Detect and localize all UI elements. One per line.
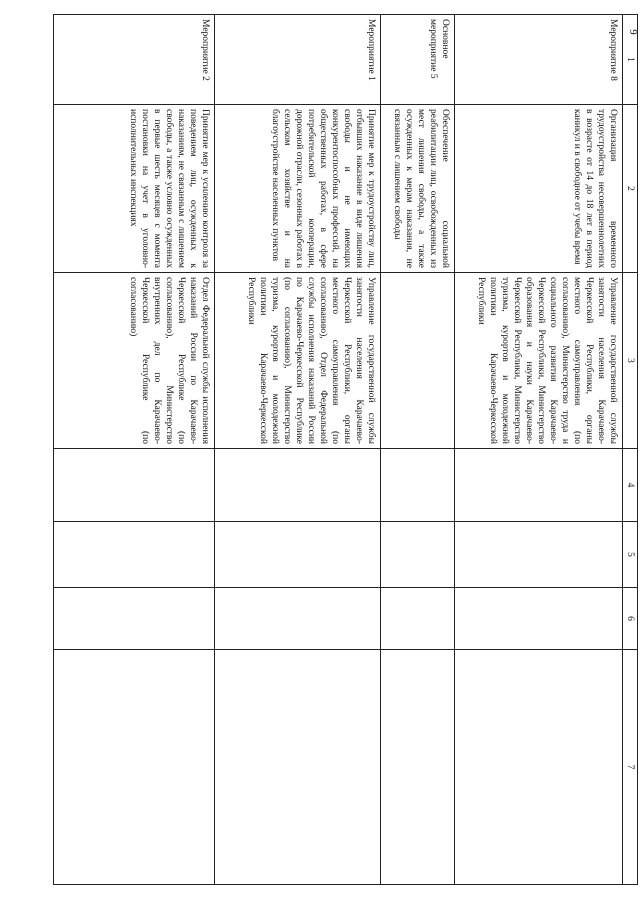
responsible-executors-cell: Управление государственной службы занятости населения Карачаево-Черкесской Республики, органы местного самоуправления (по согласованию), Отдел Федеральной службы исполнения наказаний России по Карачаево-Черкесской Республике (по согласованию), Министерство туризма, курортов и молодежной политики Карачаево-Черкесской Республики xyxy=(215,273,381,449)
measure-description-cell: Обеспечение социальной реабилитации лиц, освобожденных из мест лишения свободы, а также осужденных к мерам наказания, не связанным с лишением свободы xyxy=(381,105,455,273)
measure-description-cell: Организация временного трудоустройства несовершеннолетних в возрасте от 14 до 18 лет в период каникул и в свободное от учебы время xyxy=(455,105,623,273)
col-6-cell xyxy=(54,588,215,650)
table-row xyxy=(215,15,381,885)
table-row xyxy=(455,15,623,885)
col-7-cell xyxy=(381,650,455,885)
responsible-executors-cell: Управление государственной службы занятости населения Карачаево-Черкесской Республики, органы местного самоуправления (по согласованию), Министерство труда и социального развития Карачаево-Черкесской Республики, Министерство образования и науки Карачаево-Черкесской Республики, Министерство туризма, курортов и молодежной политики Карачаево-Черкесской Республики xyxy=(455,273,623,449)
col-5-cell xyxy=(381,522,455,588)
col-7-cell xyxy=(54,650,215,885)
header-col-7: 7 xyxy=(623,650,638,885)
col-4-cell xyxy=(54,449,215,522)
header-row xyxy=(623,15,638,885)
page-number: 9 xyxy=(627,29,639,35)
header-col-1: 1 xyxy=(623,15,638,105)
col-6-cell xyxy=(215,588,381,650)
measures-table xyxy=(53,14,638,885)
header-col-4: 4 xyxy=(623,449,638,522)
responsible-executors-cell: Отдел Федеральной службы исполнения наказаний России по Карачаево-Черкесской Республике (по согласованию), Министерство внутренних дел по Карачаево-Черкесской Республике (по согласованию) xyxy=(54,273,215,449)
measure-name-cell: Мероприятие 1 xyxy=(215,15,381,105)
col-5-cell xyxy=(54,522,215,588)
header-col-3: 3 xyxy=(623,273,638,449)
table-row xyxy=(54,15,215,885)
col-6-cell xyxy=(455,588,623,650)
header-col-6: 6 xyxy=(623,588,638,650)
measure-description-cell: Принятие мер к усилению контроля за поведением лиц, осужденных к наказаниям, не связанным с лишением свободы, а также условно осужденных в первые шесть месяцев с момента постановки на учет в уголовно-исполнительных инспекциях xyxy=(54,105,215,273)
col-4-cell xyxy=(381,449,455,522)
col-4-cell xyxy=(215,449,381,522)
col-4-cell xyxy=(455,449,623,522)
col-7-cell xyxy=(455,650,623,885)
measure-name-cell: Мероприятие 8 xyxy=(455,15,623,105)
header-col-5: 5 xyxy=(623,522,638,588)
col-6-cell xyxy=(381,588,455,650)
col-5-cell xyxy=(215,522,381,588)
header-col-2: 2 xyxy=(623,105,638,273)
col-5-cell xyxy=(455,522,623,588)
measure-name-cell: Мероприятие 2 xyxy=(54,15,215,105)
responsible-executors-cell xyxy=(381,273,455,449)
measure-name-cell: Основное мероприятие 5 xyxy=(381,15,455,105)
rotated-table-wrapper xyxy=(53,14,638,884)
measure-description-cell: Принятие мер к трудоустройству лиц, отбывших наказание в виде лишения свободы и не имеющих конкурентоспособных профессий, на общественных работах, в сфере потребительской кооперации, дорожной отрасли, сезонных работах в сельском хозяйстве и на благоустройстве населенных пунктов xyxy=(215,105,381,273)
table-row xyxy=(381,15,455,885)
col-7-cell xyxy=(215,650,381,885)
